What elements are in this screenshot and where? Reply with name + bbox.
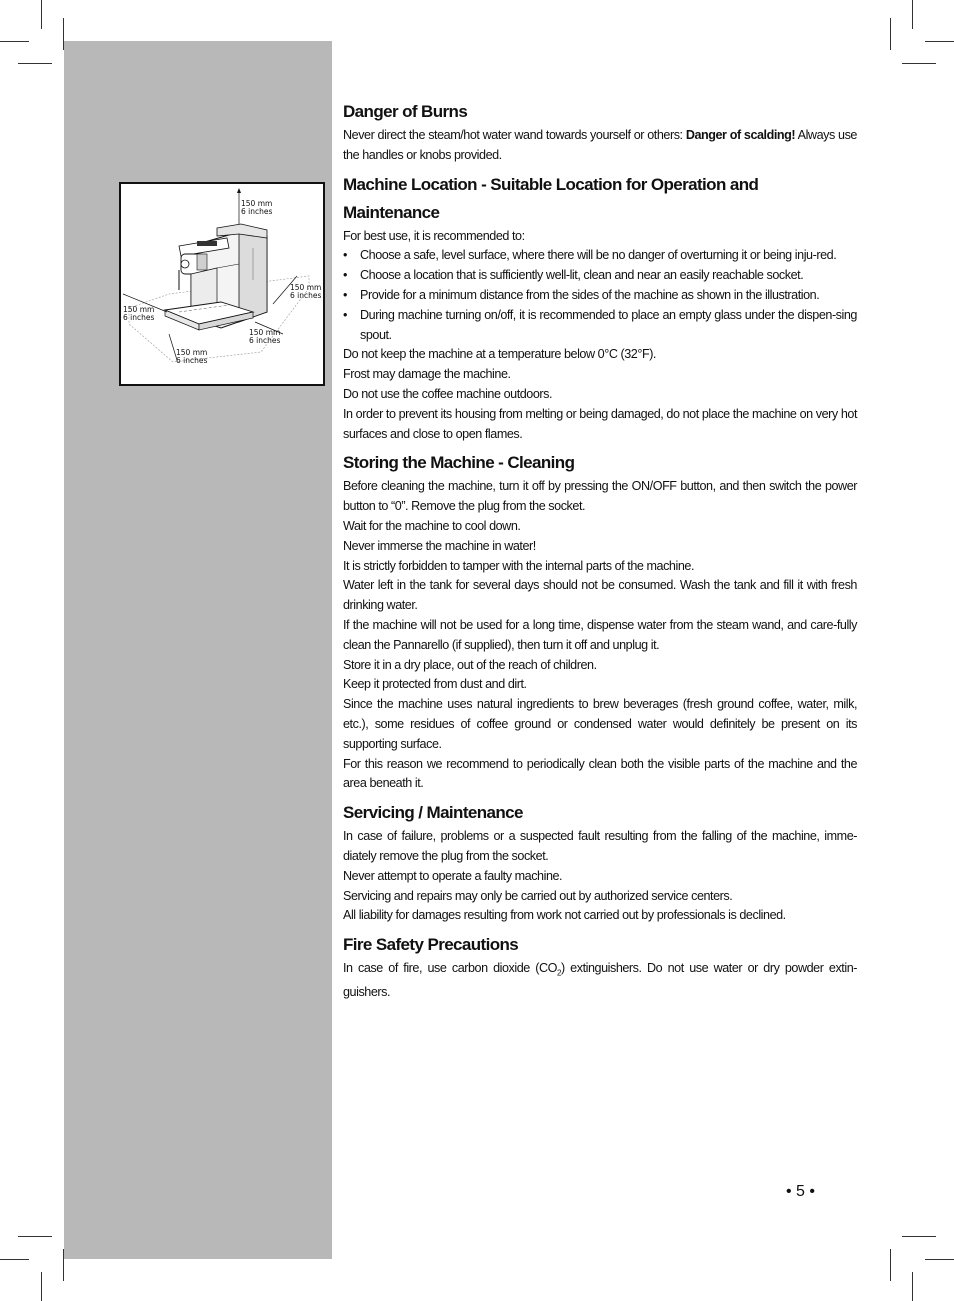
paragraph: Before cleaning the machine, turn it off by pressing the ON/OFF button, and then switch the power button to “0”. Remove the plug from the socket. (343, 479, 857, 514)
crop-mark (902, 1236, 936, 1237)
paragraph: All liability for damages resulting from work not carried out by professionals is declined. (343, 908, 786, 923)
text-run: Always use the handles or knobs provided. (343, 128, 857, 162)
page-number: • 5 • (786, 1183, 815, 1200)
crop-mark (925, 41, 954, 42)
paragraph: In order to prevent its housing from melting or being damaged, do not place the machine on very hot surfaces and close to open flames. (343, 406, 857, 441)
section-storing-cleaning (343, 449, 857, 794)
paragraph: Never immerse the machine in water! (343, 538, 536, 553)
section-fire-safety (343, 931, 857, 1003)
list-item: • Choose a location that is sufficiently well-lit, clean and near an easily reachable socket. (343, 266, 857, 286)
clearance-illustration (119, 182, 325, 386)
dimension-label-right-inches: 6 inches (290, 291, 322, 300)
section-heading: Danger of Burns (343, 102, 468, 121)
section-machine-location (343, 171, 857, 445)
list-item: • During machine turning on/off, it is recommended to place an empty glass under the dispen-sing spout. (343, 306, 857, 346)
text-run: ) extinguishers. Do not use water or dry powder extin-guishers. (343, 961, 857, 1000)
text-run: Never direct the steam/hot water wand towards yourself or others: (343, 128, 686, 142)
crop-mark (890, 18, 891, 50)
paragraph (343, 126, 857, 166)
dimension-label-top-inches: 6 inches (241, 207, 273, 216)
crop-mark (0, 1259, 29, 1260)
main-content (343, 98, 857, 1003)
section-danger-of-burns (343, 98, 857, 166)
crop-mark (18, 63, 52, 64)
section-servicing-maintenance (343, 799, 857, 926)
text-run: In case of fire, use carbon dioxide (CO (343, 961, 557, 976)
crop-mark (0, 41, 29, 42)
dimension-label-back-mm: 150 mm (249, 328, 281, 337)
section-heading: Storing the Machine - Cleaning (343, 453, 575, 473)
dimension-label-left-mm: 150 mm (123, 305, 155, 314)
section-heading: Servicing / Maintenance (343, 803, 523, 823)
paragraph: Servicing and repairs may only be carried out by authorized service centers. (343, 888, 733, 903)
bullet-list (343, 246, 857, 345)
paragraph: In case of failure, problems or a suspected fault resulting from the falling of the machine, imme-diately remove the plug from the socket. (343, 829, 857, 863)
crop-mark (925, 1259, 954, 1260)
paragraph: Never attempt to operate a faulty machine. (343, 868, 563, 883)
dimension-label-left-inches: 6 inches (123, 313, 155, 322)
crop-mark (890, 1249, 891, 1281)
dimension-label-front-mm: 150 mm (176, 348, 208, 357)
paragraph: Frost may damage the machine. (343, 367, 511, 382)
dimension-label-front-inches: 6 inches (176, 356, 208, 365)
crop-mark (902, 63, 936, 64)
crop-mark (912, 1272, 913, 1301)
crop-mark (41, 1272, 42, 1301)
paragraph: If the machine will not be used for a long time, dispense water from the steam wand, and care-fully clean the Pannarello (if supplied), then turn it off and unplug it. (343, 617, 857, 652)
paragraph: Do not keep the machine at a temperature below 0°C (32°F). (343, 347, 656, 362)
paragraph: Store it in a dry place, out of the reach of children. (343, 657, 597, 672)
dimension-label-right-mm: 150 mm (290, 283, 322, 292)
crop-mark (912, 0, 913, 29)
crop-mark (18, 1236, 52, 1237)
paragraph: For best use, it is recommended to: (343, 228, 525, 243)
paragraph: For this reason we recommend to periodically clean both the visible parts of the machine and the area beneath it. (343, 756, 857, 791)
dimension-label-back-inches: 6 inches (249, 336, 281, 345)
paragraph: Do not use the coffee machine outdoors. (343, 386, 553, 401)
list-item: • Provide for a minimum distance from the sides of the machine as shown in the illustration. (343, 286, 857, 306)
paragraph: It is strictly forbidden to tamper with the internal parts of the machine. (343, 558, 694, 573)
section-heading: Machine Location - Suitable Location for Operation and Maintenance (343, 174, 759, 222)
section-heading: Fire Safety Precautions (343, 935, 519, 955)
paragraph: Water left in the tank for several days should not be consumed. Wash the tank and fill it with fresh drinking water. (343, 578, 857, 613)
paragraph: Keep it protected from dust and dirt. (343, 677, 527, 692)
list-item: • Choose a safe, level surface, where there will be no danger of overturning it or being inju-red. (343, 246, 857, 266)
crop-mark (41, 0, 42, 29)
paragraph (343, 959, 857, 1003)
paragraph: Wait for the machine to cool down. (343, 518, 521, 533)
paragraph: Since the machine uses natural ingredients to brew beverages (fresh ground coffee, water, milk, etc.), some residues of coffee ground or condensed water would definitely be present on its supporting surface. (343, 697, 857, 751)
subscript: 2 (557, 968, 561, 978)
warning-emphasis: Danger of scalding! (685, 128, 796, 142)
coffee-machine-drawing (121, 184, 323, 384)
dimension-label-top-mm: 150 mm (241, 199, 273, 208)
